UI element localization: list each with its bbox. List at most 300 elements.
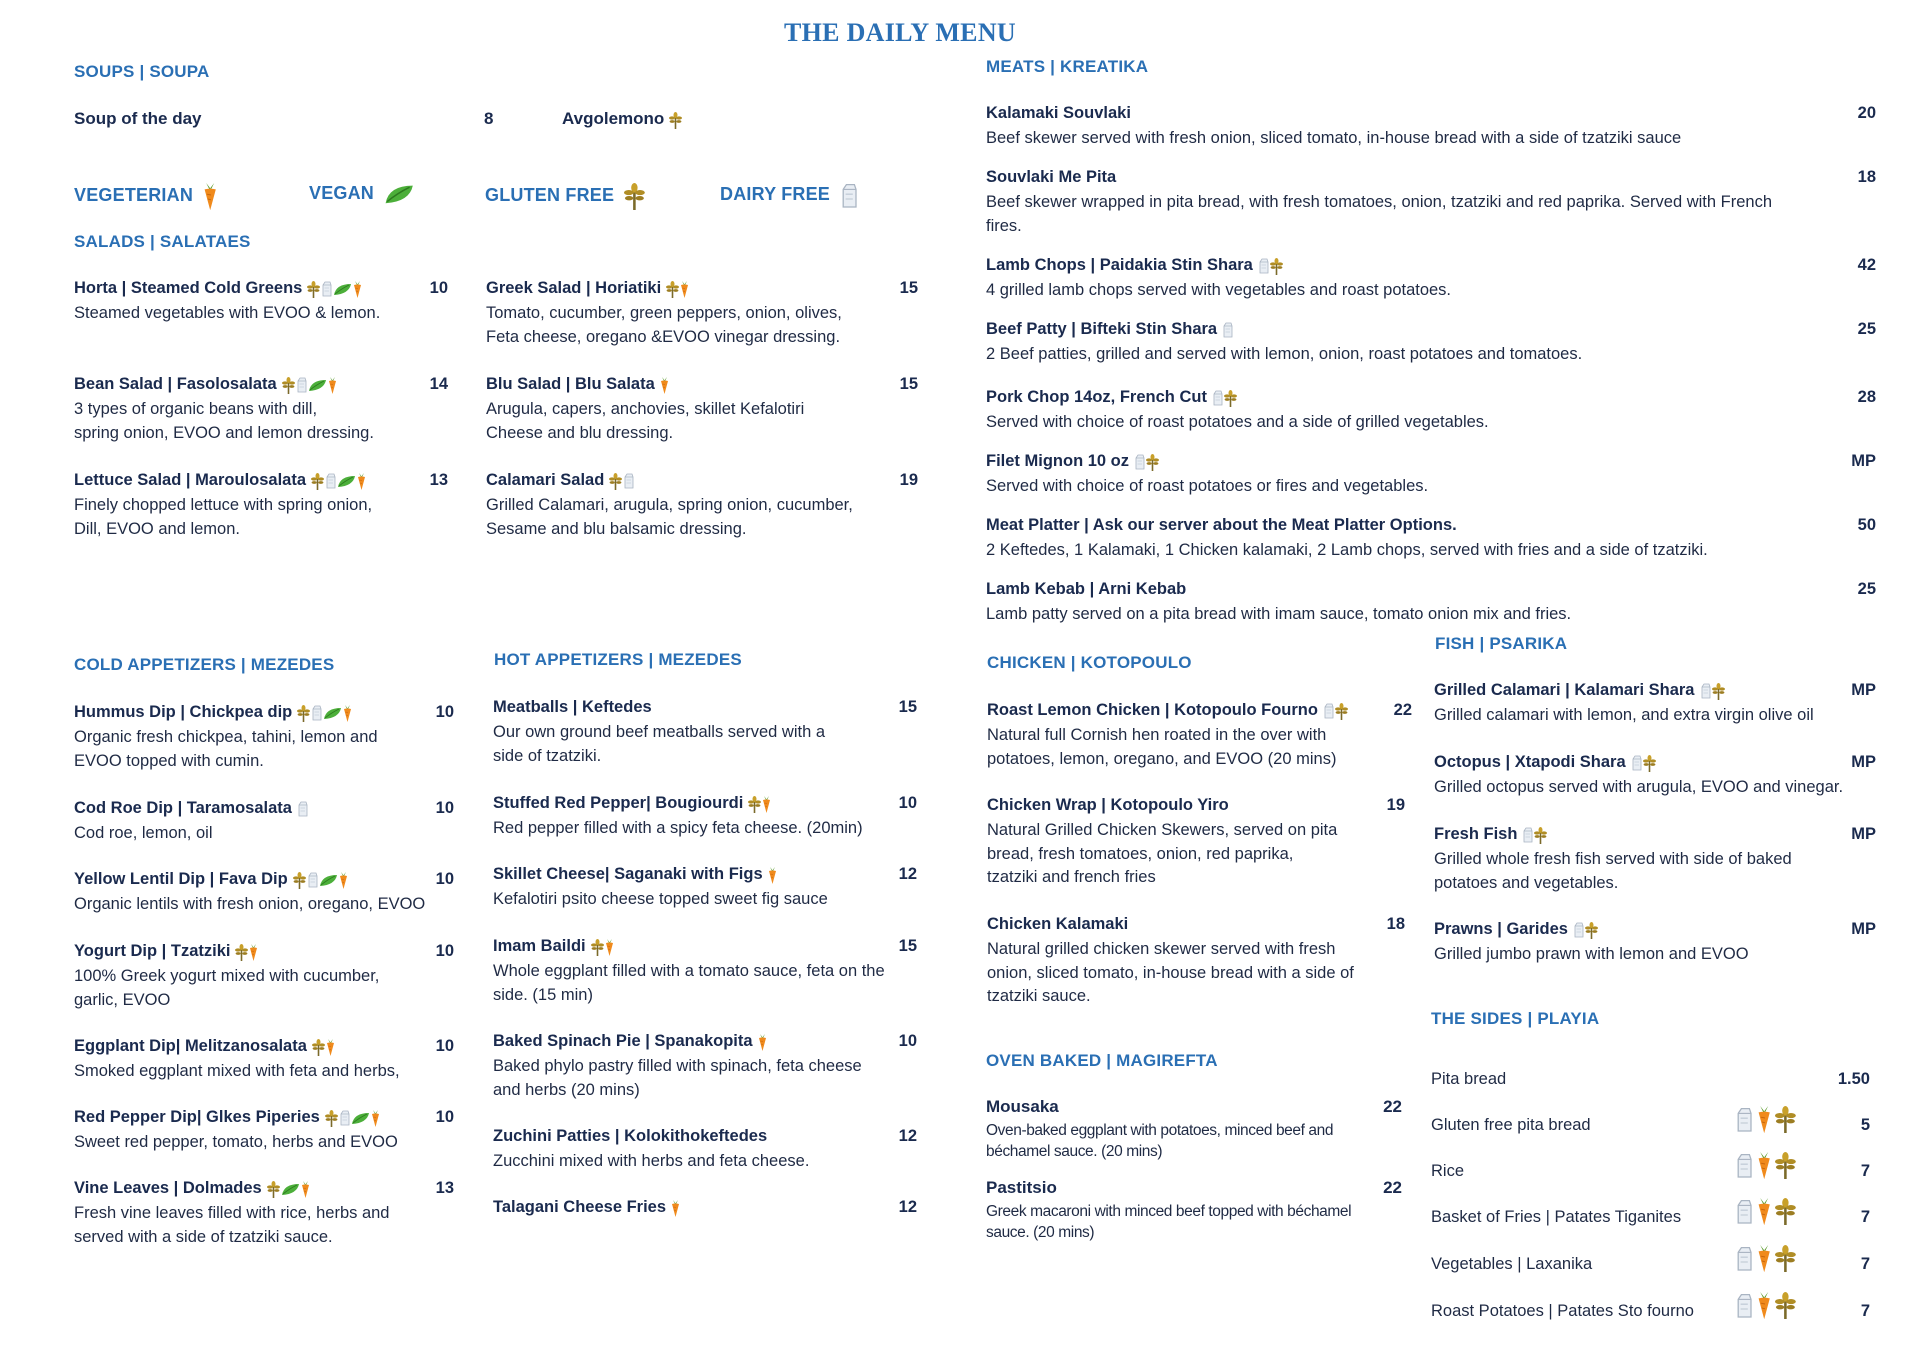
item-description: Dill, EVOO and lemon. [74, 519, 240, 538]
dairy-free-icon [321, 281, 332, 302]
item-description: Sweet red pepper, tomato, herbs and EVOO [74, 1133, 398, 1151]
gluten-free-icon [1775, 1292, 1796, 1324]
vegetarian-icon [249, 944, 258, 966]
item-name: Meat Platter | Ask our server about the Meat Platter Options. [986, 516, 1457, 534]
dietary-icons [312, 1039, 336, 1061]
dietary-icons [591, 939, 615, 961]
item-price: 18 [1857, 168, 1876, 186]
vegetarian-icon [680, 281, 689, 303]
vegan-icon [384, 184, 414, 210]
menu-item [493, 1127, 917, 1174]
side-item-price: 7 [1860, 1208, 1870, 1226]
item-description: side. (15 min) [493, 985, 593, 1004]
item-name: Filet Mignon 10 oz [986, 452, 1129, 470]
item-description: Smoked eggplant mixed with feta and herbs, [74, 1062, 400, 1080]
item-header [1434, 920, 1876, 942]
vegetarian-icon [371, 1110, 380, 1132]
item-header [493, 698, 917, 720]
dietary-icons [235, 944, 259, 966]
item-name: Meatballs | Keftedes [493, 698, 652, 716]
menu-item [74, 799, 454, 846]
vegetarian-icon [605, 939, 614, 961]
vegan-icon [281, 1183, 300, 1201]
item-description: 100% Greek yogurt mixed with cucumber, [74, 967, 380, 985]
item-header [986, 320, 1876, 342]
item-description: Beef skewer served with fresh onion, sliced tomato, in-house bread with a side of tzatziki sauce [986, 129, 1682, 147]
dietary-icons [1573, 922, 1599, 944]
vegetarian-icon [671, 1200, 680, 1222]
item-header [493, 865, 917, 887]
item-header [986, 516, 1876, 538]
item-name: Zuchini Patties | Kolokithokeftedes [493, 1127, 768, 1145]
menu-item [986, 1178, 1402, 1243]
dairy-free-icon [1735, 1293, 1753, 1324]
item-description: Oven-baked eggplant with potatoes, minced beef and [986, 1122, 1334, 1139]
dietary-icons [325, 1110, 381, 1132]
gluten-free-icon [1146, 454, 1159, 476]
side-item-icons [1730, 1292, 1800, 1324]
item-price: MP [1851, 452, 1876, 470]
item-name: Fresh Fish [1434, 825, 1518, 843]
item-header [986, 580, 1876, 602]
sides-heading: THE SIDES | PLAYIA [1431, 1009, 1600, 1028]
dietary-icons [282, 377, 338, 399]
vegetarian-icon [301, 1181, 310, 1203]
dairy-free-icon [307, 872, 318, 893]
gluten-free-icon [669, 112, 682, 134]
menu-item [74, 471, 448, 541]
side-item-name: Gluten free pita bread [1431, 1116, 1591, 1134]
item-description: 2 Keftedes, 1 Kalamaki, 1 Chicken kalamaki, 2 Lamb chops, served with fries and a side of tzatziki. [986, 541, 1708, 559]
menu-item [493, 937, 917, 1007]
gluten-free-icon [1224, 390, 1237, 412]
item-description: Grilled octopus served with arugula, EVOO and vinegar. [1434, 778, 1844, 796]
gluten-free-icon [235, 944, 248, 966]
vegetarian-icon [357, 473, 366, 495]
side-item-name: Vegetables | Laxanika [1431, 1255, 1593, 1273]
item-description: Grilled Calamari, arugula, spring onion, cucumber, [486, 496, 853, 514]
item-name: Hummus Dip | Chickpea dip [74, 703, 293, 721]
dairy-free-icon [1522, 827, 1533, 848]
item-header [493, 794, 917, 816]
item-name: Yellow Lentil Dip | Fava Dip [74, 870, 288, 888]
gluten-free-icon [748, 796, 761, 818]
item-description: 2 Beef patties, grilled and served with lemon, onion, roast potatoes and tomatoes. [986, 345, 1583, 363]
vegetarian-icon [353, 281, 362, 303]
item-description: Arugula, capers, anchovies, skillet Kefalotiri [486, 400, 805, 418]
item-price: 13 [435, 1179, 454, 1197]
item-name: Pork Chop 14oz, French Cut [986, 388, 1207, 406]
item-description: Served with choice of roast potatoes and a side of grilled vegetables. [986, 413, 1489, 431]
legend-gluten-free: GLUTEN FREE [485, 183, 649, 215]
vegan-icon [351, 1112, 370, 1130]
menu-item [493, 1198, 917, 1220]
menu-item [986, 452, 1876, 499]
item-description: Natural Grilled Chicken Skewers, served on pita [987, 821, 1338, 839]
item-name: Skillet Cheese| Saganaki with Figs [493, 865, 763, 883]
dietary-icons [1323, 703, 1349, 725]
item-description: Organic lentils with fresh onion, oregano, EVOO [74, 895, 426, 913]
item-price: 10 [435, 703, 454, 721]
item-name: Vine Leaves | Dolmades [74, 1179, 262, 1197]
item-name: Prawns | Garides [1434, 920, 1568, 938]
vegan-icon [323, 707, 342, 725]
gluten-free-icon [1775, 1245, 1796, 1277]
dairy-free-icon [1258, 258, 1269, 279]
dietary-icons [1258, 258, 1284, 280]
item-description: Kefalotiri psito cheese topped sweet fig sauce [493, 890, 828, 908]
menu-item [74, 279, 448, 326]
item-description: Tomato, cucumber, green peppers, onion, olives, [486, 304, 842, 322]
item-description: béchamel sauce. (20 mins) [986, 1143, 1163, 1160]
menu-item [986, 320, 1876, 367]
item-header [493, 937, 917, 959]
item-header [74, 375, 448, 397]
item-description: EVOO topped with cumin. [74, 751, 264, 770]
item-header [74, 799, 454, 821]
dairy-free-icon [623, 473, 634, 494]
menu-item [986, 1097, 1402, 1162]
menu-item [1434, 681, 1876, 728]
gluten-free-icon [1775, 1152, 1796, 1184]
soups-heading: SOUPS | SOUPA [74, 62, 210, 81]
dairy-free-icon [311, 705, 322, 726]
item-name: Pastitsio [986, 1178, 1057, 1197]
oven-baked-heading: OVEN BAKED | MAGIREFTA [986, 1051, 1218, 1070]
item-header [493, 1032, 917, 1054]
menu-item [987, 915, 1405, 1009]
item-description: Baked phylo pastry filled with spinach, feta cheese [493, 1057, 862, 1075]
item-price: 50 [1857, 516, 1876, 534]
dairy-free-icon [296, 377, 307, 398]
side-item-name: Rice [1431, 1162, 1465, 1180]
gluten-free-icon [666, 281, 679, 303]
item-description: tzatziki and french fries [987, 868, 1156, 886]
item-description: Cheese and blu dressing. [486, 423, 674, 442]
vegan-icon [337, 475, 356, 493]
item-header [486, 375, 918, 397]
gluten-free-icon [307, 281, 320, 303]
item-price: 22 [1383, 1097, 1402, 1116]
menu-item [986, 104, 1876, 151]
menu-item [986, 256, 1876, 303]
item-price: 12 [898, 1198, 917, 1216]
dietary-icons [1134, 454, 1160, 476]
gluten-free-icon [282, 377, 295, 399]
item-header [1434, 753, 1876, 775]
side-item-name: Basket of Fries | Patates Tiganites [1431, 1208, 1682, 1226]
side-item-price: 5 [1860, 1116, 1870, 1134]
item-description: potatoes, lemon, oregano, and EVOO (20 mins) [987, 749, 1337, 768]
item-description: sauce. (20 mins) [986, 1224, 1095, 1241]
dietary-icons [1222, 322, 1234, 343]
dietary-icons [311, 473, 367, 495]
item-price: 18 [1386, 915, 1405, 933]
dietary-icons [660, 377, 670, 399]
soup-price: 8 [484, 109, 494, 128]
item-name: Souvlaki Me Pita [986, 168, 1117, 186]
menu-item [74, 1179, 454, 1249]
item-header [74, 870, 454, 892]
item-name: Octopus | Xtapodi Shara [1434, 753, 1626, 771]
menu-item [74, 1108, 454, 1155]
soup-name: Avgolemono [562, 109, 683, 134]
item-description: bread, fresh tomatoes, onion, red paprika, [987, 844, 1294, 863]
item-header [1434, 825, 1876, 847]
fish-heading: FISH | PSARIKA [1435, 634, 1568, 653]
dietary-icons [1700, 683, 1726, 705]
vegetarian-icon [1757, 1292, 1771, 1324]
item-price: 10 [435, 870, 454, 888]
item-description: 3 types of organic beans with dill, [74, 400, 318, 418]
gluten-free-icon [267, 1181, 280, 1203]
legend-vegan: VEGAN [309, 183, 418, 210]
dairy-free-icon [1212, 390, 1223, 411]
item-header [986, 452, 1876, 474]
menu-item [74, 703, 454, 773]
side-item-icons [1730, 1198, 1800, 1230]
item-header [74, 1179, 454, 1201]
dietary-icons [1522, 827, 1548, 849]
item-description: potatoes and vegetables. [1434, 873, 1619, 892]
menu-item [1434, 753, 1876, 800]
soup-of-day-label: Soup of the day [74, 109, 202, 128]
item-name: Kalamaki Souvlaki [986, 104, 1131, 122]
item-name: Yogurt Dip | Tzatziki [74, 942, 231, 960]
dietary-icons [609, 473, 635, 495]
gluten-free-icon [293, 872, 306, 894]
dietary-icons [297, 705, 353, 727]
dairy-free-icon [1735, 1107, 1753, 1138]
item-price: 10 [898, 794, 917, 812]
menu-item [486, 375, 918, 445]
item-name: Baked Spinach Pie | Spanakopita [493, 1032, 753, 1050]
menu-item [987, 701, 1412, 771]
chicken-heading: CHICKEN | KOTOPOULO [987, 653, 1192, 672]
item-description: fires. [986, 216, 1022, 235]
menu-item [486, 471, 918, 541]
dairy-free-icon [325, 473, 336, 494]
item-name: Beef Patty | Bifteki Stin Shara [986, 320, 1218, 338]
item-price: 20 [1857, 104, 1876, 122]
item-description: Sesame and blu balsamic dressing. [486, 519, 747, 538]
item-description: garlic, EVOO [74, 990, 171, 1009]
side-item-price: 7 [1860, 1162, 1870, 1180]
item-description: side of tzatziki. [493, 746, 602, 765]
item-description: Beef skewer wrapped in pita bread, with fresh tomatoes, onion, tzatziki and red paprika. Served with French [986, 193, 1772, 211]
vegetarian-icon [203, 183, 217, 215]
gluten-free-icon [1335, 703, 1348, 725]
item-price: 19 [899, 471, 918, 489]
item-name: Cod Roe Dip | Taramosalata [74, 799, 292, 817]
dietary-icons [748, 796, 772, 818]
item-name: Red Pepper Dip| Glkes Piperies [74, 1108, 320, 1126]
menu-item [1434, 920, 1876, 967]
gluten-free-icon [609, 473, 622, 495]
item-header [74, 942, 454, 964]
menu-item [986, 388, 1876, 435]
item-name: Lamb Chops | Paidakia Stin Shara [986, 256, 1253, 274]
item-header [987, 701, 1412, 723]
item-header [986, 104, 1876, 126]
item-price: 10 [435, 799, 454, 817]
dairy-free-icon [1222, 322, 1233, 343]
item-description: spring onion, EVOO and lemon dressing. [74, 423, 374, 442]
dairy-free-icon [339, 1110, 350, 1131]
vegetarian-icon [343, 705, 352, 727]
dairy-free-icon [840, 183, 858, 214]
item-price: 14 [429, 375, 448, 393]
item-price: 15 [898, 937, 917, 955]
item-header [493, 1127, 917, 1149]
item-header [986, 1097, 1402, 1119]
item-name: Eggplant Dip| Melitzanosalata [74, 1037, 307, 1055]
gluten-free-icon [1585, 922, 1598, 944]
item-description: Greek macaroni with minced beef topped with béchamel [986, 1203, 1352, 1220]
item-price: 13 [429, 471, 448, 489]
item-description: Grilled calamari with lemon, and extra virgin olive oil [1434, 706, 1814, 724]
item-header [987, 796, 1405, 818]
menu-item [74, 942, 454, 1012]
menu-item [1434, 825, 1876, 895]
item-header [74, 1037, 454, 1059]
item-price: MP [1851, 825, 1876, 843]
item-header [74, 279, 448, 301]
item-description: Lamb patty served on a pita bread with imam sauce, tomato onion mix and fries. [986, 605, 1572, 623]
item-price: 15 [899, 279, 918, 297]
item-description: Grilled jumbo prawn with lemon and EVOO [1434, 945, 1749, 963]
menu-item [987, 796, 1405, 890]
item-header [74, 703, 454, 725]
item-description: served with a side of tzatziki sauce. [74, 1227, 333, 1246]
item-description: onion, sliced tomato, in-house bread with a side of [987, 963, 1354, 982]
side-item-icons [1730, 1106, 1800, 1138]
gluten-free-icon [1775, 1198, 1796, 1230]
item-header [986, 168, 1876, 190]
menu-item [986, 168, 1876, 238]
item-price: 12 [898, 865, 917, 883]
legend-vegetarian: VEGETERIAN [74, 183, 221, 215]
meats-heading: MEATS | KREATIKA [986, 57, 1149, 76]
cold-appetizers-heading: COLD APPETIZERS | MEZEDES [74, 655, 335, 674]
dietary-icons [297, 801, 309, 822]
vegetarian-icon [1757, 1198, 1771, 1230]
dairy-free-icon [1735, 1246, 1753, 1277]
dairy-free-icon [1573, 922, 1584, 943]
item-name: Lettuce Salad | Maroulosalata [74, 471, 307, 489]
item-price: 28 [1857, 388, 1876, 406]
gluten-free-icon [297, 705, 310, 727]
item-name: Calamari Salad [486, 471, 605, 489]
vegetarian-icon [1757, 1245, 1771, 1277]
dairy-free-icon [1323, 703, 1334, 724]
item-price: 25 [1857, 320, 1876, 338]
side-item-name: Roast Potatoes | Patates Sto fourno [1431, 1302, 1694, 1320]
dietary-icons [307, 281, 363, 303]
item-header [987, 915, 1405, 937]
item-price: 10 [898, 1032, 917, 1050]
item-header [74, 1108, 454, 1130]
item-header [986, 256, 1876, 278]
item-name: Stuffed Red Pepper| Bougiourdi [493, 794, 744, 812]
dairy-free-icon [297, 801, 308, 822]
gluten-free-icon [311, 473, 324, 495]
item-name: Blu Salad | Blu Salata [486, 375, 655, 393]
menu-item [493, 865, 917, 912]
dairy-free-icon [1735, 1199, 1753, 1230]
side-item-icons [1730, 1152, 1800, 1184]
item-name: Grilled Calamari | Kalamari Shara [1434, 681, 1695, 699]
side-item-name: Pita bread [1431, 1070, 1507, 1088]
item-price: MP [1851, 753, 1876, 771]
item-name: Talagani Cheese Fries [493, 1198, 667, 1216]
menu-item [493, 698, 917, 768]
item-name: Bean Salad | Fasolosalata [74, 375, 277, 393]
vegetarian-icon [768, 867, 777, 889]
item-description: Our own ground beef meatballs served with a [493, 723, 826, 741]
item-header [986, 1178, 1402, 1200]
side-item-icons [1730, 1245, 1800, 1277]
vegetarian-icon [326, 1039, 335, 1061]
item-description: and herbs (20 mins) [493, 1080, 640, 1099]
vegan-icon [319, 874, 338, 892]
item-header [1434, 681, 1876, 703]
item-name: Chicken Wrap | Kotopoulo Yiro [987, 796, 1229, 814]
item-name: Chicken Kalamaki [987, 915, 1129, 933]
item-description: Finely chopped lettuce with spring onion, [74, 496, 373, 514]
item-name: Greek Salad | Horiatiki [486, 279, 662, 297]
menu-item [493, 1032, 917, 1102]
vegetarian-icon [660, 377, 669, 399]
side-item-price: 1.50 [1837, 1070, 1870, 1088]
dairy-free-icon [1735, 1153, 1753, 1184]
hot-appetizers-heading: HOT APPETIZERS | MEZEDES [494, 650, 742, 669]
item-price: 22 [1383, 1178, 1402, 1197]
vegetarian-icon [1757, 1106, 1771, 1138]
gluten-free-icon [624, 183, 645, 215]
item-price: MP [1851, 920, 1876, 938]
item-description: 4 grilled lamb chops served with vegetables and roast potatoes. [986, 281, 1452, 299]
item-price: 10 [435, 942, 454, 960]
item-description: tzatziki sauce. [987, 987, 1091, 1005]
item-name: Roast Lemon Chicken | Kotopoulo Fourno [987, 701, 1318, 719]
menu-item [486, 279, 918, 349]
dairy-free-icon [1631, 755, 1642, 776]
item-price: 22 [1393, 701, 1412, 719]
menu-item [986, 580, 1876, 627]
gluten-free-icon [1775, 1106, 1796, 1138]
dietary-icons [267, 1181, 311, 1203]
dietary-icons [293, 872, 349, 894]
item-price: 10 [435, 1108, 454, 1126]
item-description: Red pepper filled with a spicy feta cheese. (20min) [493, 819, 863, 837]
vegetarian-icon [328, 377, 337, 399]
dairy-free-icon [1700, 683, 1711, 704]
item-header [493, 1198, 917, 1220]
vegetarian-icon [1757, 1152, 1771, 1184]
item-name: Mousaka [986, 1097, 1059, 1116]
item-name: Imam Baildi [493, 937, 586, 955]
gluten-free-icon [1643, 755, 1656, 777]
item-description: Cod roe, lemon, oil [74, 824, 213, 842]
item-price: 19 [1386, 796, 1405, 814]
dietary-icons [666, 281, 690, 303]
gluten-free-icon [312, 1039, 325, 1061]
item-name: Horta | Steamed Cold Greens [74, 279, 303, 297]
menu-item [493, 794, 917, 841]
menu-item [74, 375, 448, 445]
menu-item [74, 1037, 454, 1084]
